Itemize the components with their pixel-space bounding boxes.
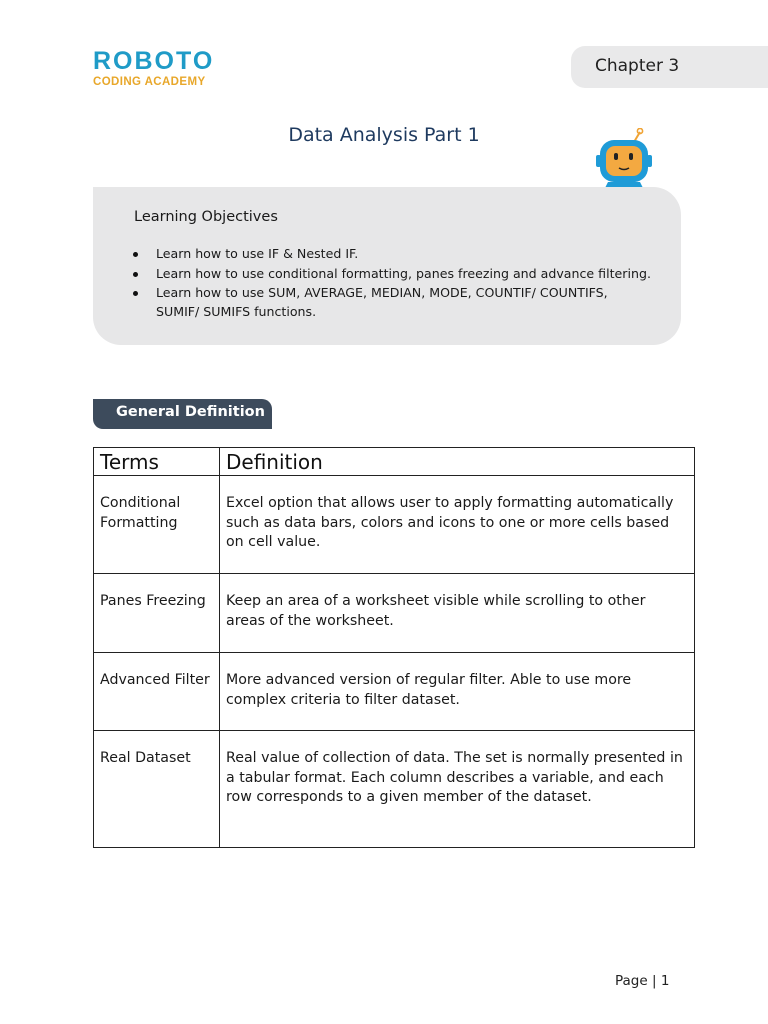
list-item: Learn how to use SUM, AVERAGE, MEDIAN, MODE, COUNTIF/ COUNTIFS, SUMIF/ SUMIFS functions. <box>133 284 653 321</box>
definitions-table <box>93 447 695 848</box>
logo-tagline-text: CODING ACADEMY <box>93 76 206 88</box>
column-header-terms: Terms <box>94 448 220 476</box>
table-row <box>94 653 695 731</box>
learning-objectives-box <box>93 187 681 345</box>
chapter-tab <box>571 46 768 88</box>
definition-cell: Excel option that allows user to apply formatting automatically such as data bars, colors and icons to one or more cells based on cell value. <box>220 476 695 574</box>
page-title: Data Analysis Part 1 <box>288 124 480 146</box>
definition-cell: More advanced version of regular filter. Able to use more complex criteria to filter dataset. <box>220 653 695 731</box>
definition-cell: Real value of collection of data. The set is normally presented in a tabular format. Each column describes a variable, and each row corresponds to a given member of the dataset. <box>220 731 695 848</box>
table-header-row <box>94 448 695 476</box>
table-row <box>94 476 695 574</box>
list-item: Learn how to use IF & Nested IF. <box>133 245 653 264</box>
term-cell: Advanced Filter <box>94 653 220 731</box>
logo-brand-text: ROBOTO <box>93 47 215 75</box>
objectives-list <box>133 245 653 322</box>
objectives-heading: Learning Objectives <box>134 209 278 225</box>
term-cell: Panes Freezing <box>94 574 220 653</box>
column-header-definition: Definition <box>220 448 695 476</box>
chapter-label: Chapter 3 <box>595 56 680 76</box>
academy-logo <box>93 48 214 89</box>
page-number: Page | 1 <box>615 973 670 989</box>
table-row <box>94 731 695 848</box>
section-heading-pill <box>93 399 272 429</box>
table-row <box>94 574 695 653</box>
term-cell: Conditional Formatting <box>94 476 220 574</box>
definition-cell: Keep an area of a worksheet visible while scrolling to other areas of the worksheet. <box>220 574 695 653</box>
list-item: Learn how to use conditional formatting, panes freezing and advance filtering. <box>133 265 653 284</box>
term-cell: Real Dataset <box>94 731 220 848</box>
section-heading-label: General Definition <box>116 404 265 420</box>
